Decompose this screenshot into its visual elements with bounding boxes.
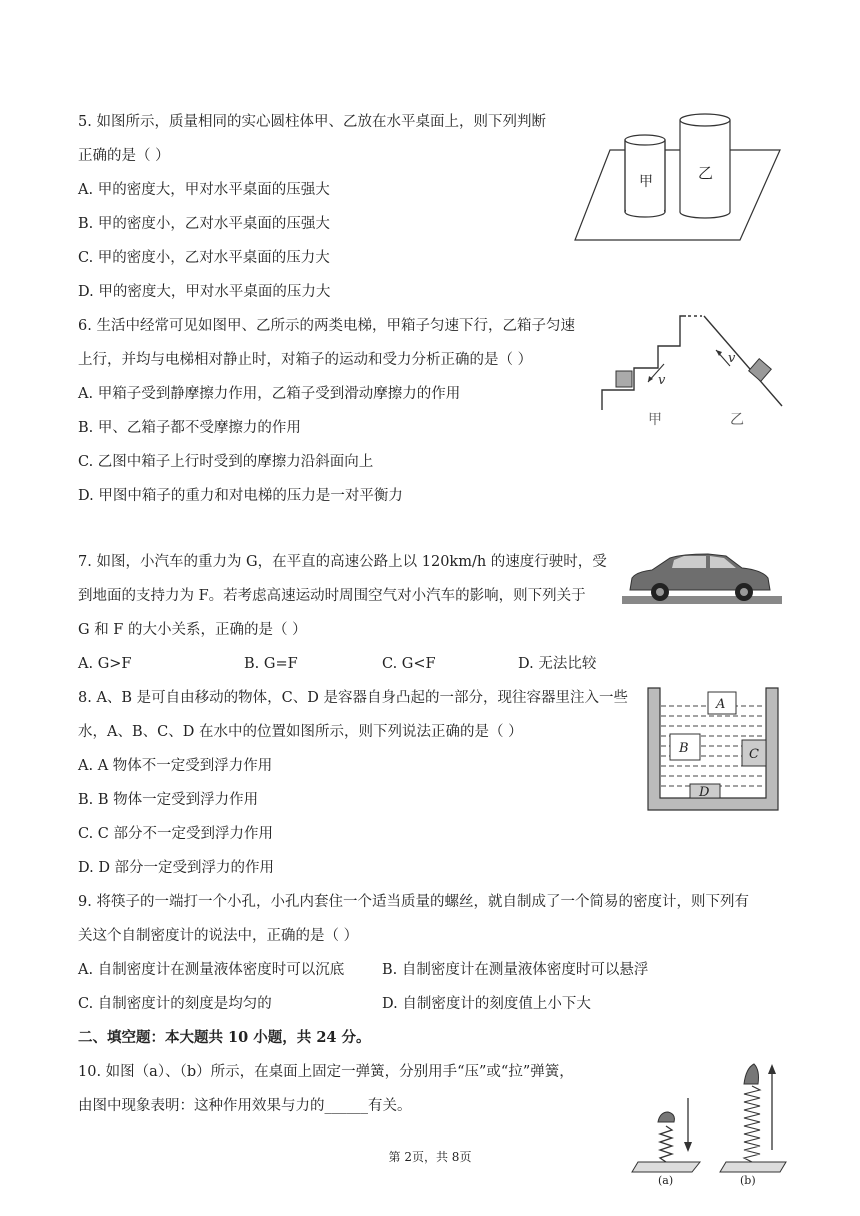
q5-label-yi: 乙 <box>698 164 714 182</box>
q8-label-a: A <box>716 697 726 712</box>
q6-option-d: D. 甲图中箱子的重力和对电梯的压力是一对平衡力 <box>78 488 403 504</box>
q9-option-b: B. 自制密度计在测量液体密度时可以悬浮 <box>382 962 649 978</box>
q6-option-c: C. 乙图中箱子上行时受到的摩擦力沿斜面向上 <box>78 454 374 470</box>
q8-label-c: C <box>749 747 759 762</box>
q5-option-c: C. 甲的密度小，乙对水平桌面的压力大 <box>78 250 330 266</box>
q8-label-d: D <box>699 785 710 800</box>
q5-option-d: D. 甲的密度大，甲对水平桌面的压力大 <box>78 284 331 300</box>
q7-car-figure <box>622 550 782 608</box>
q6-label-jia: 甲 <box>648 412 662 428</box>
q8-stem-line2: 水，A、B、C、D 在水中的位置如图所示，则下列说法正确的是（ ） <box>78 724 523 740</box>
q9-option-d: D. 自制密度计的刻度值上小下大 <box>382 996 591 1012</box>
q6-stem-line1: 6. 生活中经常可见如图甲、乙所示的两类电梯，甲箱子匀速下行，乙箱子匀速 <box>78 318 575 334</box>
q8-stem-line1: 8. A、B 是可自由移动的物体，C、D 是容器自身凸起的一部分，现往容器里注入一些 <box>78 690 629 706</box>
q8-option-a: A. A 物体不一定受到浮力作用 <box>78 758 273 774</box>
q8-option-c: C. C 部分不一定受到浮力作用 <box>78 826 273 842</box>
q9-stem-line2: 关这个自制密度计的说法中，正确的是（ ） <box>78 928 359 944</box>
q6-velocity-label-jia: v <box>658 373 666 388</box>
q5-stem-line2: 正确的是（ ） <box>78 148 170 164</box>
q9-stem-line1: 9. 将筷子的一端打一个小孔，小孔内套住一个适当质量的螺丝，就自制成了一个简易的密度计，则下列有 <box>78 894 749 910</box>
q5-option-a: A. 甲的密度大，甲对水平桌面的压强大 <box>78 182 330 198</box>
q7-stem-line2: 到地面的支持力为 F。若考虑高速运动时周围空气对小汽车的影响，则下列关于 <box>78 588 586 604</box>
q10-label-b: (b) <box>740 1174 756 1187</box>
q8-option-b: B. B 物体一定受到浮力作用 <box>78 792 259 808</box>
q10-stem-line2: 由图中现象表明：这种作用效果与力的______有关。 <box>78 1098 412 1114</box>
q6-label-yi: 乙 <box>730 412 744 428</box>
q10-label-a: (a) <box>658 1174 674 1187</box>
q7-stem-line1: 7. 如图，小汽车的重力为 G，在平直的高速公路上以 120km/h 的速度行驶时，受 <box>78 554 607 570</box>
q10-springs-figure <box>630 1058 790 1190</box>
q5-option-b: B. 甲的密度小，乙对水平桌面的压强大 <box>78 216 330 232</box>
page-footer: 第 2页，共 8页 <box>388 1150 472 1164</box>
q6-escalator-figure <box>596 310 786 435</box>
q8-container-figure <box>646 686 780 814</box>
q6-velocity-label-yi: v <box>728 351 736 366</box>
q9-option-c: C. 自制密度计的刻度是均匀的 <box>78 996 272 1012</box>
section-heading-fill-in: 二、填空题：本大题共 10 小题，共 24 分。 <box>78 1029 371 1046</box>
q5-stem-line1: 5. 如图所示，质量相同的实心圆柱体甲、乙放在水平桌面上，则下列判断 <box>78 114 546 130</box>
q10-stem-line1: 10. 如图（a）、（b）所示，在桌面上固定一弹簧，分别用手“压”或“拉”弹簧， <box>78 1064 574 1080</box>
q7-option-b: B. G=F <box>244 656 298 672</box>
q8-option-d: D. D 部分一定受到浮力的作用 <box>78 860 275 876</box>
q5-cylinders-figure <box>570 110 785 245</box>
q7-stem-line3: G 和 F 的大小关系，正确的是（ ） <box>78 622 307 638</box>
q6-option-a: A. 甲箱子受到静摩擦力作用，乙箱子受到滑动摩擦力的作用 <box>78 386 461 402</box>
q5-label-jia: 甲 <box>639 174 653 190</box>
q8-label-b: B <box>679 741 689 756</box>
q7-option-a: A. G>F <box>78 656 132 672</box>
q9-option-a: A. 自制密度计在测量液体密度时可以沉底 <box>78 962 345 978</box>
q6-stem-line2: 上行，并均与电梯相对静止时，对箱子的运动和受力分析正确的是（ ） <box>78 352 533 368</box>
q7-option-d: D. 无法比较 <box>518 656 597 672</box>
q6-option-b: B. 甲、乙箱子都不受摩擦力的作用 <box>78 420 301 436</box>
q7-option-c: C. G<F <box>382 656 436 672</box>
